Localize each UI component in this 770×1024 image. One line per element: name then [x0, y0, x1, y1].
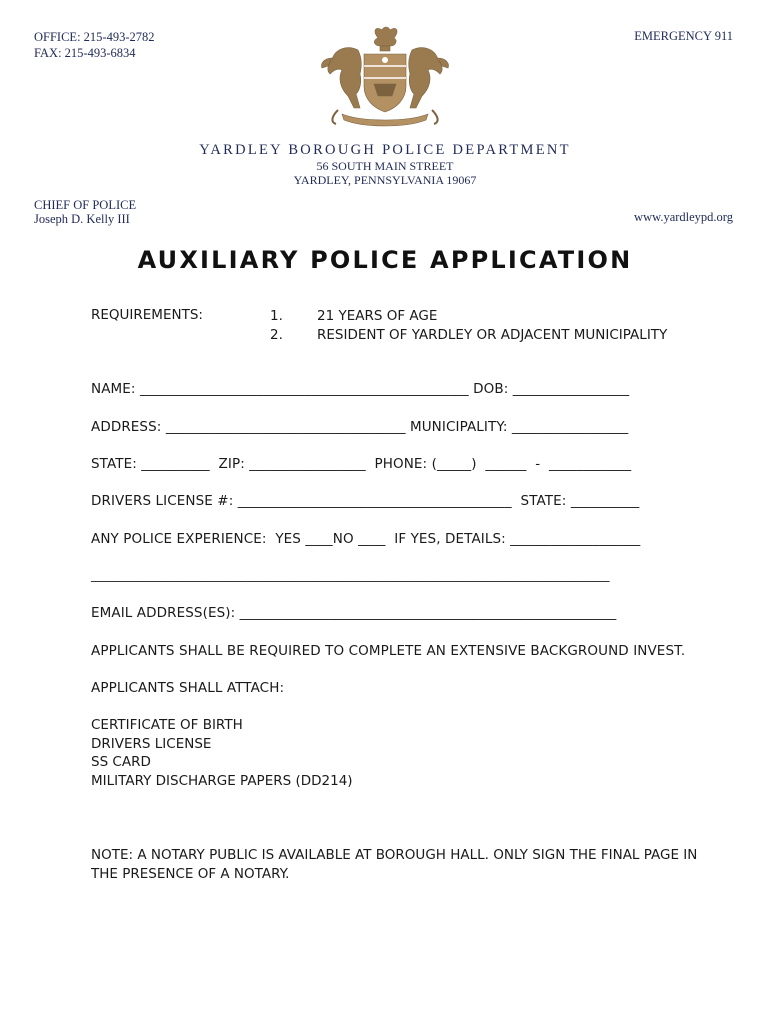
department-name: YARDLEY BOROUGH POLICE DEPARTMENT — [199, 142, 571, 158]
department-block — [0, 142, 770, 187]
experience-details-line[interactable]: ___________________________________________________________________________________ — [91, 568, 610, 582]
contact-info — [34, 29, 155, 61]
note-line: THE PRESENCE OF A NOTARY. — [91, 865, 290, 882]
name-dob-field[interactable]: NAME: ________________________________________________ DOB: _________________ — [91, 381, 630, 397]
list-item: DRIVERS LICENSE — [91, 735, 212, 752]
chief-name: Joseph D. Kelly III — [34, 212, 130, 226]
chief-title: CHIEF OF POLICE — [34, 198, 137, 212]
street-address: 56 SOUTH MAIN STREET — [316, 159, 454, 173]
attach-label: APPLICANTS SHALL ATTACH: — [91, 680, 285, 696]
list-item: CERTIFICATE OF BIRTH — [91, 717, 243, 733]
state-seal-icon — [302, 24, 468, 132]
list-item: SS CARD — [91, 754, 151, 770]
notary-note — [91, 846, 697, 883]
form-title: AUXILIARY POLICE APPLICATION — [137, 246, 633, 274]
email-field[interactable]: EMAIL ADDRESS(ES): _______________________________________________________ — [91, 605, 617, 621]
city-state-zip: YARDLEY, PENNSYLVANIA 19067 — [293, 173, 477, 187]
police-experience-field[interactable]: ANY POLICE EXPERIENCE: YES ____NO ____ IF YES, DETAILS: ___________________ — [91, 531, 641, 547]
office-phone: OFFICE: 215-493-2782 — [34, 30, 155, 44]
chief-block — [34, 198, 136, 226]
requirement-item: RESIDENT OF YARDLEY OR ADJACENT MUNICIPALITY — [317, 327, 668, 343]
website-link[interactable]: www.yardleypd.org — [634, 210, 733, 224]
state-zip-phone-field[interactable]: STATE: __________ ZIP: _________________ PHONE: (_____) ______ - ____________ — [91, 456, 632, 472]
fax-number: FAX: 215-493-6834 — [34, 46, 136, 60]
address-municipality-field[interactable]: ADDRESS: ___________________________________ MUNICIPALITY: _________________ — [91, 419, 629, 435]
drivers-license-field[interactable]: DRIVERS LICENSE #: ________________________________________ STATE: __________ — [91, 493, 640, 509]
note-line: NOTE: A NOTARY PUBLIC IS AVAILABLE AT BOROUGH HALL. ONLY SIGN THE FINAL PAGE IN — [91, 847, 698, 863]
requirements-label: REQUIREMENTS: — [91, 307, 203, 323]
requirement-number: 1. — [270, 308, 283, 324]
requirement-item: 21 YEARS OF AGE — [317, 308, 438, 324]
background-notice: APPLICANTS SHALL BE REQUIRED TO COMPLETE AN EXTENSIVE BACKGROUND INVEST. — [91, 643, 686, 659]
attachments-list — [91, 716, 353, 790]
emergency-number: EMERGENCY 911 — [634, 29, 733, 43]
list-item: MILITARY DISCHARGE PAPERS (DD214) — [91, 772, 353, 789]
requirement-number: 2. — [270, 327, 283, 343]
